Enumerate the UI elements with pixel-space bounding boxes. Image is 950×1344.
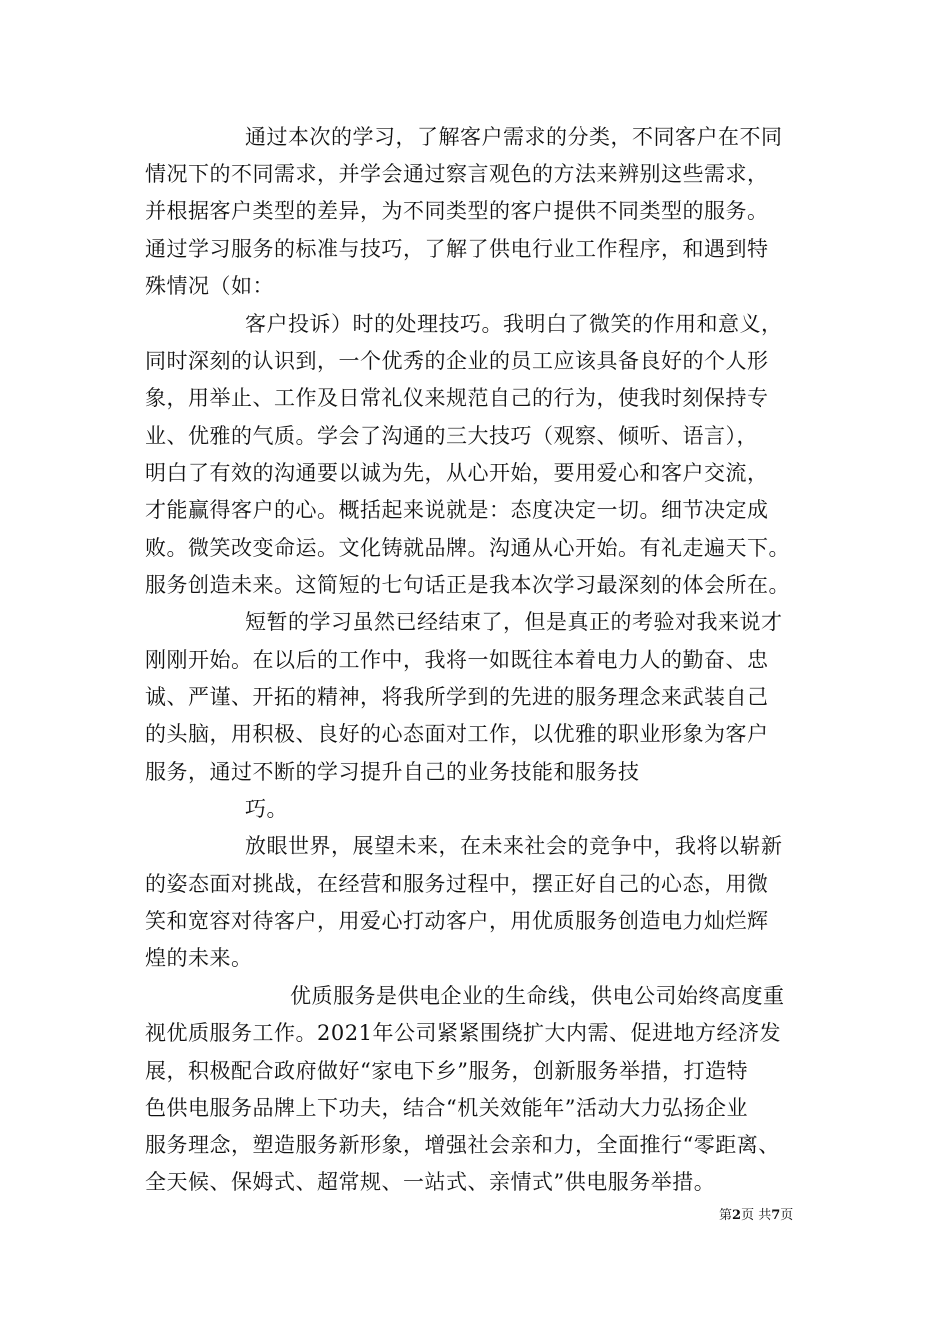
text-line: 视优质服务工作。2021年公司紧紧围绕扩大内需、促进地方经济发 [145,1021,781,1045]
text-line: 业、优雅的气质。学会了沟通的三大技巧（观察、倾听、语言）， [145,424,758,448]
footer-middle: 页 共 [741,1208,772,1223]
text-line: 巧。 [245,797,288,821]
text-line: 煌的未来。 [145,946,253,970]
text-line: 败。微笑改变命运。文化铸就品牌。沟通从心开始。有礼走遍天下。 [145,536,790,560]
text-line: 刚刚开始。在以后的工作中，我将一如既往本着电力人的勤奋、忠 [145,648,769,672]
text-line: 全天候、保姆式、超常规、一站式、亲情式”供电服务举措。 [145,1170,716,1194]
current-page-number: 2 [732,1208,742,1223]
text-line: 通过学习服务的标准与技巧，了解了供电行业工作程序，和遇到特 [145,237,769,261]
text-line: 放眼世界，展望未来，在未来社会的竞争中，我将以崭新 [245,834,783,858]
text-line: 通过本次的学习，了解客户需求的分类，不同客户在不同 [245,125,783,149]
total-page-number: 7 [771,1208,781,1223]
text-line: 笑和宽容对待客户，用爱心打动客户，用优质服务创造电力灿烂辉 [145,909,769,933]
text-line: 诚、严谨、开拓的精神，将我所学到的先进的服务理念来武装自己 [145,685,769,709]
text-line: 的姿态面对挑战，在经营和服务过程中，摆正好自己的心态，用微 [145,872,769,896]
text-line: 殊情况（如： [145,274,274,298]
text-line: 才能赢得客户的心。概括起来说就是：态度决定一切。细节决定成 [145,498,769,522]
page-footer [719,1204,793,1223]
text-line: 象，用举止、工作及日常礼仪来规范自己的行为，使我时刻保持专 [145,386,769,410]
text-line: 情况下的不同需求，并学会通过察言观色的方法来辨别这些需求， [145,162,769,186]
text-line: 短暂的学习虽然已经结束了，但是真正的考验对我来说才 [245,610,783,634]
text-line: 展，积极配合政府做好“家电下乡”服务，创新服务举措，打造特 [145,1059,748,1083]
text-line: 优质服务是供电企业的生命线，供电公司始终高度重 [290,984,785,1008]
footer-suffix: 页 [780,1208,794,1223]
text-line: 同时深刻的认识到，一个优秀的企业的员工应该具备良好的个人形 [145,349,769,373]
text-line: 服务创造未来。这简短的七句话正是我本次学习最深刻的体会所在。 [145,573,790,597]
text-line: 服务，通过不断的学习提升自己的业务技能和服务技 [145,760,640,784]
text-line: 明白了有效的沟通要以诚为先，从心开始，要用爱心和客户交流， [145,461,769,485]
text-line: 客户投诉）时的处理技巧。我明白了微笑的作用和意义， [245,312,783,336]
text-line: 色供电服务品牌上下功夫，结合“机关效能年”活动大力弘扬企业 [145,1096,748,1120]
text-line: 并根据客户类型的差异，为不同类型的客户提供不同类型的服务。 [145,199,769,223]
text-line: 服务理念，塑造服务新形象，增强社会亲和力，全面推行“零距离、 [145,1133,780,1157]
footer-prefix: 第 [719,1208,733,1223]
text-line: 的头脑，用积极、良好的心态面对工作，以优雅的职业形象为客户 [145,722,769,746]
